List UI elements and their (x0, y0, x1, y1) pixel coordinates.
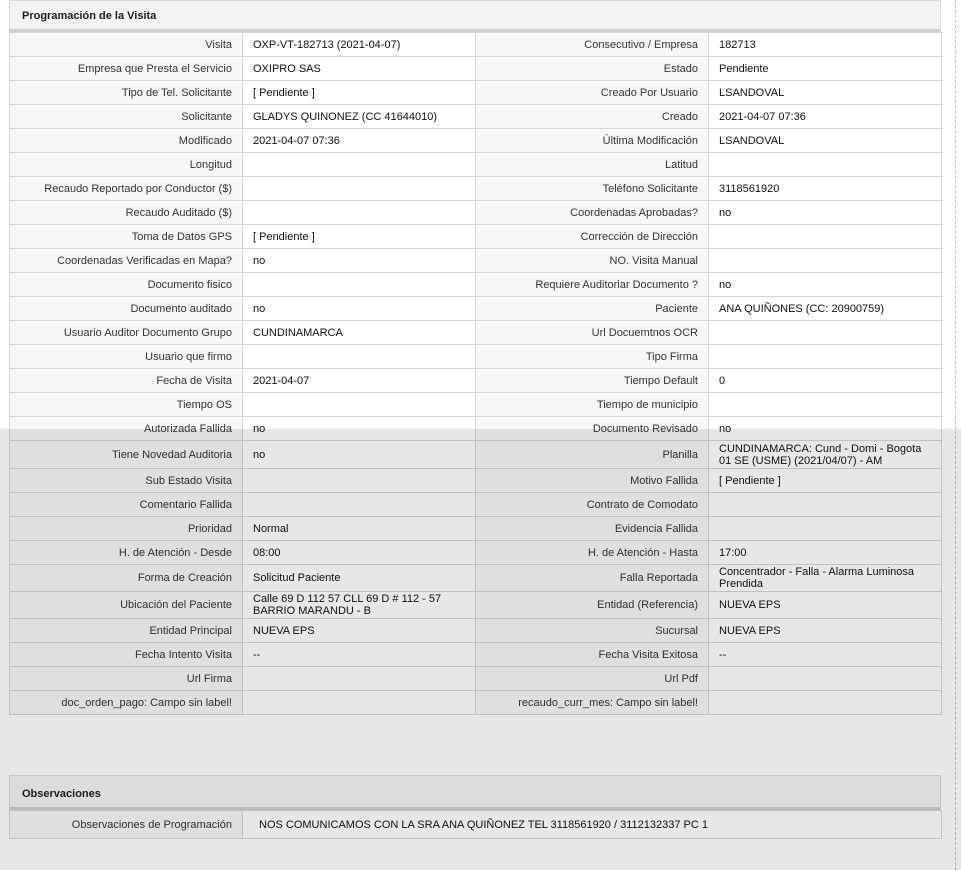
field-value (243, 493, 476, 517)
field-label: Sub Estado Visita (10, 469, 243, 493)
field-label: Paciente (476, 297, 709, 321)
field-value: no (243, 417, 476, 441)
table-row (10, 541, 942, 565)
table-row (10, 811, 942, 839)
table-row (10, 667, 942, 691)
programacion-title: Programación de la Visita (9, 0, 941, 32)
field-value: ANA QUIÑONES (CC: 20900759) (709, 297, 942, 321)
table-row (10, 565, 942, 592)
table-row (10, 469, 942, 493)
observaciones-table (9, 810, 942, 839)
table-row (10, 153, 942, 177)
field-label: Coordenadas Aprobadas? (476, 201, 709, 225)
field-label: Documento auditado (10, 297, 243, 321)
field-value: 182713 (709, 33, 942, 57)
field-label: Forma de Creación (10, 565, 243, 592)
field-value (243, 393, 476, 417)
field-value: NUEVA EPS (709, 592, 942, 619)
table-row (10, 417, 942, 441)
field-value (243, 177, 476, 201)
field-value: [ Pendiente ] (243, 81, 476, 105)
field-value (709, 321, 942, 345)
field-value: [ Pendiente ] (709, 469, 942, 493)
observaciones-title: Observaciones (9, 775, 941, 810)
table-row (10, 643, 942, 667)
field-label: Requiere Auditoriar Documento ? (476, 273, 709, 297)
field-value: Normal (243, 517, 476, 541)
field-label: doc_orden_pago: Campo sin label! (10, 691, 243, 715)
table-row (10, 177, 942, 201)
field-label: Coordenadas Verificadas en Mapa? (10, 249, 243, 273)
field-value: no (243, 441, 476, 469)
field-label: Fecha de Visita (10, 369, 243, 393)
field-label: Contrato de Comodato (476, 493, 709, 517)
field-value: [ Pendiente ] (243, 225, 476, 249)
field-label: H. de Atención - Desde (10, 541, 243, 565)
field-label: Fecha Intento Visita (10, 643, 243, 667)
field-value: no (709, 417, 942, 441)
field-label: Observaciones de Programación (10, 811, 243, 839)
field-label: Documento fisico (10, 273, 243, 297)
table-row (10, 33, 942, 57)
field-label: Tipo de Tel. Solicitante (10, 81, 243, 105)
table-row (10, 493, 942, 517)
table-row (10, 517, 942, 541)
programacion-table (9, 32, 942, 715)
field-label: Comentario Fallida (10, 493, 243, 517)
field-value (709, 153, 942, 177)
table-row (10, 345, 942, 369)
table-row (10, 273, 942, 297)
programacion-panel (9, 0, 941, 715)
table-row (10, 321, 942, 345)
table-row (10, 441, 942, 469)
field-value: NUEVA EPS (709, 619, 942, 643)
table-row (10, 369, 942, 393)
field-value (709, 517, 942, 541)
field-label: Empresa que Presta el Servicio (10, 57, 243, 81)
field-label: Sucursal (476, 619, 709, 643)
field-value: no (243, 249, 476, 273)
field-label: Planilla (476, 441, 709, 469)
table-row (10, 129, 942, 153)
observaciones-panel (9, 775, 941, 839)
field-value (709, 249, 942, 273)
field-value: 2021-04-07 (243, 369, 476, 393)
field-label: Creado Por Usuario (476, 81, 709, 105)
field-value: 3118561920 (709, 177, 942, 201)
page-dashed-border (955, 0, 956, 870)
field-label: Recaudo Reportado por Conductor ($) (10, 177, 243, 201)
field-value (243, 345, 476, 369)
field-label: Teléfono Solicitante (476, 177, 709, 201)
field-value: no (243, 297, 476, 321)
field-label: Fecha Visita Exitosa (476, 643, 709, 667)
field-label: Solicitante (10, 105, 243, 129)
field-value: OXP-VT-182713 (2021-04-07) (243, 33, 476, 57)
table-row (10, 393, 942, 417)
field-label: Tiempo de municipio (476, 393, 709, 417)
field-label: Creado (476, 105, 709, 129)
table-row (10, 81, 942, 105)
field-value: LSANDOVAL (709, 81, 942, 105)
field-label: Tiene Novedad Auditoria (10, 441, 243, 469)
field-label: Tiempo Default (476, 369, 709, 393)
field-value: no (709, 273, 942, 297)
field-label: Evidencia Fallida (476, 517, 709, 541)
field-value: no (709, 201, 942, 225)
field-label: Consecutivo / Empresa (476, 33, 709, 57)
field-value (709, 493, 942, 517)
field-value: -- (709, 643, 942, 667)
field-value (243, 691, 476, 715)
field-value: Solicitud Paciente (243, 565, 476, 592)
field-label: Tiempo OS (10, 393, 243, 417)
field-value: 0 (709, 369, 942, 393)
table-row (10, 225, 942, 249)
field-label: Motivo Fallida (476, 469, 709, 493)
field-label: Modificado (10, 129, 243, 153)
field-label: Entidad Principal (10, 619, 243, 643)
field-label: Corrección de Dirección (476, 225, 709, 249)
field-value (243, 273, 476, 297)
table-row (10, 619, 942, 643)
field-value: -- (243, 643, 476, 667)
field-value (709, 393, 942, 417)
field-label: Usuario Auditor Documento Grupo (10, 321, 243, 345)
field-value (709, 691, 942, 715)
field-value: NUEVA EPS (243, 619, 476, 643)
field-value (709, 225, 942, 249)
field-label: Estado (476, 57, 709, 81)
field-label: Entidad (Referencia) (476, 592, 709, 619)
field-value (243, 667, 476, 691)
field-value: LSANDOVAL (709, 129, 942, 153)
field-value (243, 153, 476, 177)
table-row (10, 201, 942, 225)
field-value: CUNDINAMARCA (243, 321, 476, 345)
field-label: Tipo Firma (476, 345, 709, 369)
field-value: GLADYS QUINONEZ (CC 41644010) (243, 105, 476, 129)
field-value: Pendiente (709, 57, 942, 81)
field-value: Calle 69 D 112 57 CLL 69 D # 112 - 57 BARRIO MARANDU - B (243, 592, 476, 619)
field-label: Url Pdf (476, 667, 709, 691)
field-label: Última Modificación (476, 129, 709, 153)
field-label: Documento Revisado (476, 417, 709, 441)
field-label: NO. Visita Manual (476, 249, 709, 273)
field-value (709, 345, 942, 369)
field-value: CUNDINAMARCA: Cund - Domi - Bogota 01 SE (USME) (2021/04/07) - AM (709, 441, 942, 469)
field-label: Url Docuemtnos OCR (476, 321, 709, 345)
field-label: Toma de Datos GPS (10, 225, 243, 249)
field-label: Falla Reportada (476, 565, 709, 592)
observaciones-value: NOS COMUNICAMOS CON LA SRA ANA QUIÑONEZ TEL 3118561920 / 3112132337 PC 1 (243, 811, 942, 839)
field-label: Autorizada Fallida (10, 417, 243, 441)
field-value (243, 469, 476, 493)
table-row (10, 249, 942, 273)
table-row (10, 297, 942, 321)
field-label: Ubicación del Paciente (10, 592, 243, 619)
field-label: Url Firma (10, 667, 243, 691)
field-label: Prioridad (10, 517, 243, 541)
table-row (10, 592, 942, 619)
table-row (10, 691, 942, 715)
field-value (243, 201, 476, 225)
field-value: 08:00 (243, 541, 476, 565)
field-label: Usuario que firmo (10, 345, 243, 369)
table-row (10, 57, 942, 81)
field-label: Visita (10, 33, 243, 57)
field-value: 2021-04-07 07:36 (243, 129, 476, 153)
field-value: 17:00 (709, 541, 942, 565)
field-label: Recaudo Auditado ($) (10, 201, 243, 225)
field-label: Longitud (10, 153, 243, 177)
field-label: H. de Atención - Hasta (476, 541, 709, 565)
field-label: recaudo_curr_mes: Campo sin label! (476, 691, 709, 715)
field-label: Latitud (476, 153, 709, 177)
table-row (10, 105, 942, 129)
field-value: Concentrador - Falla - Alarma Luminosa Prendida (709, 565, 942, 592)
field-value: OXIPRO SAS (243, 57, 476, 81)
field-value: 2021-04-07 07:36 (709, 105, 942, 129)
field-value (709, 667, 942, 691)
